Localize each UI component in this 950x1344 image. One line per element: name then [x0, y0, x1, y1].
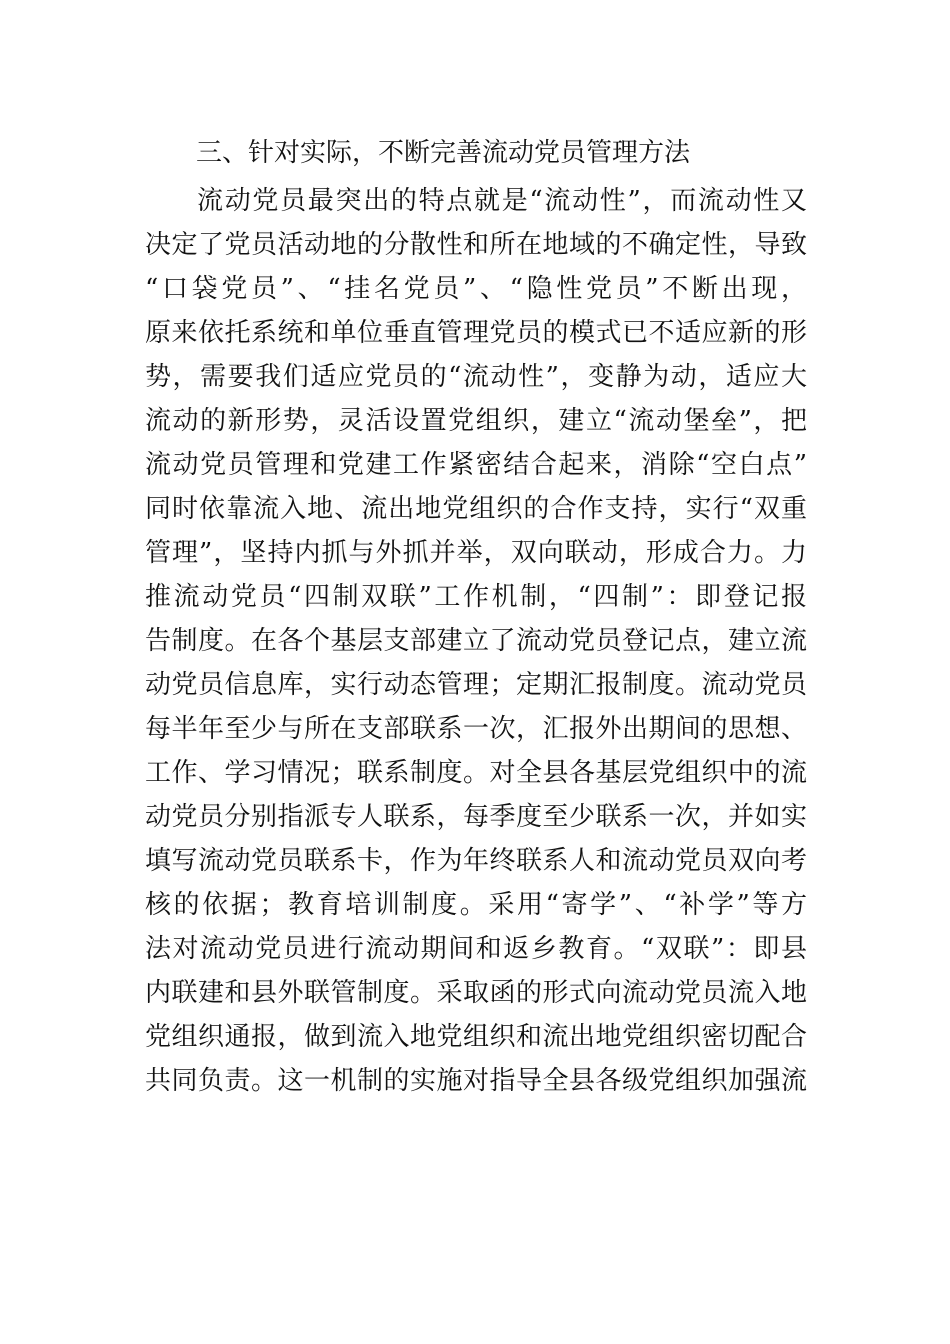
text-line: 管理”，坚持内抓与外抓并举，双向联动，形成合力。力 [145, 538, 807, 568]
text-line: 势，需要我们适应党员的“流动性”，变静为动，适应大 [145, 362, 807, 392]
text-line: 动党员信息库，实行动态管理；定期汇报制度。流动党员 [145, 670, 807, 700]
text-line: 决定了党员活动地的分散性和所在地域的不确定性，导致 [145, 230, 807, 260]
text-line: 告制度。在各个基层支部建立了流动党员登记点，建立流 [145, 626, 807, 656]
text-line: 每半年至少与所在支部联系一次，汇报外出期间的思想、 [145, 714, 807, 744]
text-line: 动党员分别指派专人联系，每季度至少联系一次，并如实 [145, 802, 807, 832]
text-line: 法对流动党员进行流动期间和返乡教育。“双联”：即县 [145, 934, 807, 964]
text-line: 同时依靠流入地、流出地党组织的合作支持，实行“双重 [145, 494, 807, 524]
text-line: 填写流动党员联系卡，作为年终联系人和流动党员双向考 [145, 846, 807, 876]
text-line: 原来依托系统和单位垂直管理党员的模式已不适应新的形 [145, 318, 807, 348]
section-heading: 三、针对实际，不断完善流动党员管理方法 [196, 138, 691, 168]
text-line: 推流动党员“四制双联”工作机制，“四制”：即登记报 [145, 582, 807, 612]
text-line: 核的依据；教育培训制度。采用“寄学”、“补学”等方 [145, 890, 807, 920]
text-line: “口袋党员”、“挂名党员”、“隐性党员”不断出现， [145, 274, 807, 304]
text-line: 共同负责。这一机制的实施对指导全县各级党组织加强流 [145, 1066, 807, 1096]
text-line: 内联建和县外联管制度。采取函的形式向流动党员流入地 [145, 978, 807, 1008]
text-line: 流动的新形势，灵活设置党组织，建立“流动堡垒”，把 [145, 406, 807, 436]
text-line: 党组织通报，做到流入地党组织和流出地党组织密切配合 [145, 1022, 807, 1052]
text-line: 流动党员最突出的特点就是“流动性”，而流动性又 [197, 186, 807, 216]
text-line: 工作、学习情况；联系制度。对全县各基层党组织中的流 [145, 758, 807, 788]
text-line: 流动党员管理和党建工作紧密结合起来，消除“空白点” [145, 450, 807, 480]
